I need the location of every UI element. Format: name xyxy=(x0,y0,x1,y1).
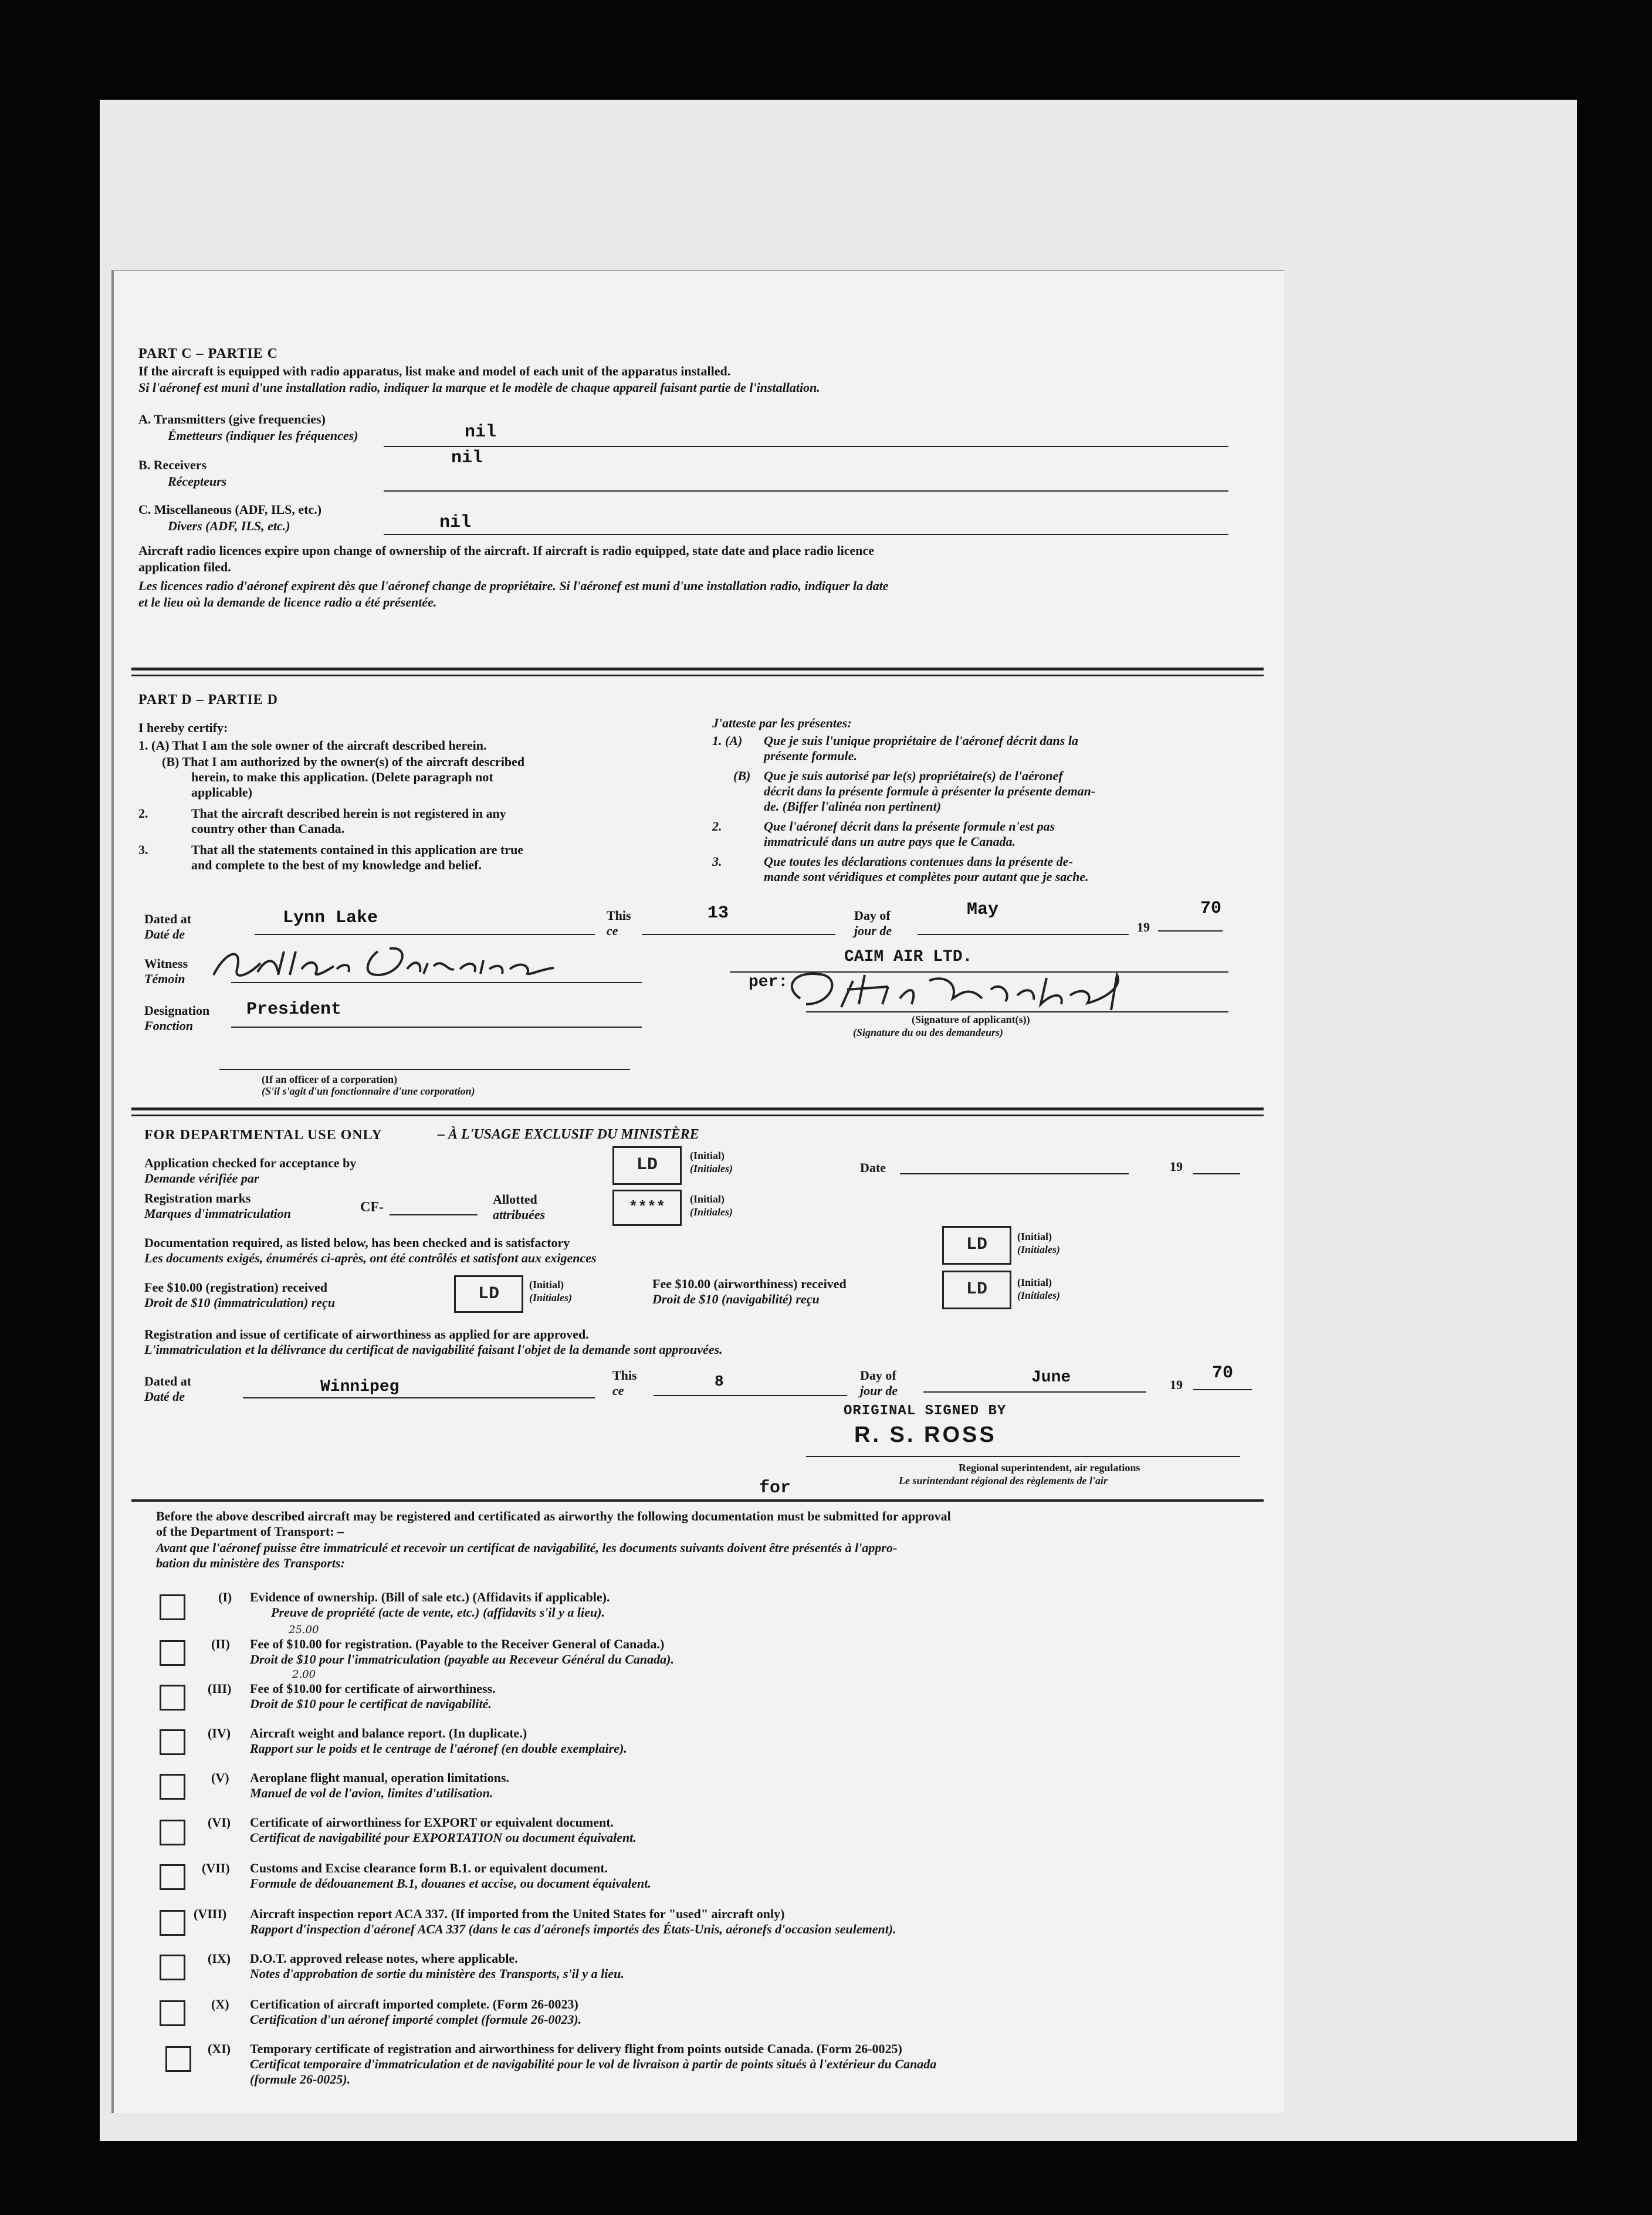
dept-dated-at-line xyxy=(243,1397,595,1398)
dated-at-value: Lynn Lake xyxy=(283,908,378,928)
radio-note-en-2: application filed. xyxy=(138,560,231,574)
cert-en-1b-2: herein, to make this application. (Delete paragraph not xyxy=(191,770,493,784)
item-5-en: Aeroplane flight manual, operation limitations. xyxy=(250,1770,510,1785)
docs-intro-en-1: Before the above described aircraft may be registered and certificated as airworthy the following documentation must be submitted for approval xyxy=(156,1509,951,1523)
this-label: This xyxy=(607,908,631,923)
dept-this-label-fr: ce xyxy=(612,1383,624,1398)
item-num: (VI) xyxy=(208,1815,231,1830)
for-label: for xyxy=(759,1478,791,1498)
item-1-en: Evidence of ownership. (Bill of sale etc.) (Affidavits if applicable). xyxy=(250,1590,610,1604)
dept-day-of-label: Day of xyxy=(860,1368,896,1383)
cert-en-1a: 1. (A) That I am the sole owner of the aircraft described herein. xyxy=(138,738,487,753)
cert-en-3b: and complete to the best of my knowledge and belief. xyxy=(191,858,482,872)
receivers-line xyxy=(384,490,1228,492)
initial-label-fr: (Initiales) xyxy=(690,1163,733,1174)
designation-line xyxy=(231,1027,642,1028)
item-3-fr: Droit de $10 pour le certificat de navigabilité. xyxy=(250,1696,492,1711)
initial-label: (Initial) xyxy=(1017,1276,1052,1288)
dept-month-line xyxy=(923,1391,1146,1393)
item-num: (VII) xyxy=(202,1861,230,1875)
certify-fr: J'atteste par les présentes: xyxy=(712,716,852,730)
item-4-fr: Rapport sur le poids et le centrage de l'aéronef (en double exemplaire). xyxy=(250,1741,627,1756)
radio-note-en-1: Aircraft radio licences expire upon change of ownership of the aircraft. If aircraft is radio equipped, state date and place radio licence xyxy=(138,543,875,558)
item-2-fr: Droit de $10 pour l'immatriculation (payable au Receveur Général du Canada). xyxy=(250,1652,674,1667)
designation-value: President xyxy=(246,1000,342,1020)
misc-label: C. Miscellaneous (ADF, ILS, etc.) xyxy=(138,502,322,517)
item-9-fr: Notes d'approbation de sortie du ministère des Transports, s'il y a lieu. xyxy=(250,1966,624,1981)
this-label-fr: ce xyxy=(607,923,618,938)
item-num: (X) xyxy=(211,1997,229,2011)
transmitters-value: nil xyxy=(465,422,497,442)
initial-label: (Initial) xyxy=(529,1279,564,1291)
fee-air-label-fr: Droit de $10 (navigabilité) reçu xyxy=(652,1292,820,1306)
checkbox-item-2[interactable] xyxy=(160,1640,185,1666)
item-num: (IX) xyxy=(208,1951,231,1966)
witness-label: Witness xyxy=(144,956,188,971)
year-prefix: 19 xyxy=(1137,920,1150,934)
item-6-fr: Certificat de navigabilité pour EXPORTATION ou document équivalent. xyxy=(250,1830,637,1845)
radio-note-fr-2: et le lieu où la demande de licence radio a été présentée. xyxy=(138,595,437,609)
dept-heading-fr: – À L'USAGE EXCLUSIF DU MINISTÈRE xyxy=(438,1127,699,1142)
officer-note-fr: (S'il s'agit d'un fonctionnaire d'une corporation) xyxy=(262,1085,475,1097)
dated-at-label: Dated at xyxy=(144,912,192,926)
initial-label: (Initial) xyxy=(690,1193,725,1205)
witness-signature xyxy=(202,940,659,987)
dept-year-line xyxy=(1193,1389,1252,1390)
item-4-en: Aircraft weight and balance report. (In duplicate.) xyxy=(250,1726,527,1740)
item-11-fr-2: (formule 26-0025). xyxy=(250,2072,351,2087)
transmitters-line xyxy=(384,446,1228,447)
allotted-label: Allotted xyxy=(493,1192,537,1207)
item-8-en: Aircraft inspection report ACA 337. (If imported from the United States for "used" aircraft only) xyxy=(250,1906,785,1921)
checked-initial-box xyxy=(612,1146,682,1185)
documentation-label: Documentation required, as listed below, has been checked and is satisfactory xyxy=(144,1235,570,1250)
separator xyxy=(131,1115,1264,1116)
cert-en-1b-3: applicable) xyxy=(191,785,252,800)
per-label: per: xyxy=(749,973,788,991)
item-11-fr: Certificat temporaire d'immatriculation et de navigabilité pour le vol de livraison à partir de points situés à l'extérieur du Canada xyxy=(250,2057,937,2071)
officer-note: (If an officer of a corporation) xyxy=(262,1073,398,1085)
fee-reg-label-fr: Droit de $10 (immatriculation) reçu xyxy=(144,1295,336,1310)
fee-air-initial-stamp: LD xyxy=(966,1279,987,1299)
checked-initial-stamp: LD xyxy=(636,1155,658,1175)
receivers-value: nil xyxy=(451,448,483,468)
checked-label-fr: Demande vérifiée par xyxy=(144,1171,259,1186)
receivers-label: B. Receivers xyxy=(138,458,207,472)
part-c-intro-en: If the aircraft is equipped with radio apparatus, list make and model of each unit of the apparatus installed. xyxy=(138,364,731,378)
witness-label-fr: Témoin xyxy=(144,971,185,986)
item-8-fr: Rapport d'inspection d'aéronef ACA 337 (dans le cas d'aéronefs importés des États-Unis, aéronefs d'occasion seulement). xyxy=(250,1922,896,1936)
misc-value: nil xyxy=(439,513,472,533)
item-7-en: Customs and Excise clearance form B.1. or equivalent document. xyxy=(250,1861,608,1875)
day-of-label-fr: jour de xyxy=(854,923,892,938)
dept-day-of-label-fr: jour de xyxy=(860,1383,898,1398)
dated-at-label-fr: Daté de xyxy=(144,927,185,941)
item-num: (IV) xyxy=(208,1726,231,1740)
part-d-heading: PART D – PARTIE D xyxy=(138,692,278,707)
item-2-handwritten-fee: 25.00 xyxy=(289,1624,319,1636)
item-10-en: Certification of aircraft imported complete. (Form 26-0023) xyxy=(250,1997,578,2011)
cert-fr-1a-num: 1. (A) xyxy=(712,733,743,748)
reg-marks-label: Registration marks xyxy=(144,1191,251,1205)
item-1-fr: Preuve de propriété (acte de vente, etc.) (affidavits s'il y a lieu). xyxy=(271,1605,605,1620)
item-num: (VIII) xyxy=(194,1906,227,1921)
fee-air-label: Fee $10.00 (airworthiness) received xyxy=(652,1276,847,1291)
separator xyxy=(131,668,1264,670)
cert-en-3-num: 3. xyxy=(138,842,148,857)
initial-label: (Initial) xyxy=(1017,1231,1052,1242)
dept-dated-at-label-fr: Daté de xyxy=(144,1389,185,1404)
item-11-en: Temporary certificate of registration and airworthiness for delivery flight from points outside Canada. (Form 26-0025) xyxy=(250,2041,902,2056)
date-line xyxy=(900,1173,1129,1174)
checkbox-item-11[interactable] xyxy=(165,2046,191,2072)
fee-reg-initial-box xyxy=(454,1275,523,1313)
date-year-prefix: 19 xyxy=(1170,1159,1183,1174)
this-day-line xyxy=(642,934,835,935)
dept-this-day-line xyxy=(654,1395,847,1396)
designation-label-fr: Fonction xyxy=(144,1018,194,1033)
initial-label-fr: (Initiales) xyxy=(1017,1244,1061,1255)
signatory-name: R. S. ROSS xyxy=(854,1423,997,1447)
officer-line xyxy=(219,1069,630,1070)
year-value: 70 xyxy=(1200,899,1222,919)
item-3-en: Fee of $10.00 for certificate of airworthiness. xyxy=(250,1681,496,1696)
initial-label-fr: (Initiales) xyxy=(690,1206,733,1218)
cert-fr-3: Que toutes les déclarations contenues dans la présente de- xyxy=(764,854,1073,869)
signature-label: (Signature of applicant(s)) xyxy=(912,1014,1030,1025)
checkbox-item-3[interactable] xyxy=(160,1685,185,1711)
cert-en-2-num: 2. xyxy=(138,806,148,821)
cert-fr-2-2: immatriculé dans un autre pays que le Canada. xyxy=(764,834,1016,849)
cert-fr-3-num: 3. xyxy=(712,854,722,869)
month-line xyxy=(918,934,1129,935)
date-label: Date xyxy=(860,1160,886,1175)
reg-marks-line xyxy=(390,1214,478,1215)
cert-en-2b: country other than Canada. xyxy=(191,821,345,836)
dept-dated-at-label: Dated at xyxy=(144,1374,192,1388)
signature-line xyxy=(806,1011,1228,1012)
dept-month-value: June xyxy=(1031,1369,1071,1387)
cert-fr-2-num: 2. xyxy=(712,819,722,834)
cert-fr-1b-2: décrit dans la présente formule à présenter la présente deman- xyxy=(764,784,1096,798)
cf-prefix: CF- xyxy=(360,1200,384,1215)
transmitters-label-fr: Émetteurs (indiquer les fréquences) xyxy=(168,428,358,443)
dept-this-day-value: 8 xyxy=(715,1373,724,1390)
checkbox-item-10[interactable] xyxy=(160,2000,185,2026)
certify-en: I hereby certify: xyxy=(138,720,228,735)
fee-reg-label: Fee $10.00 (registration) received xyxy=(144,1280,327,1295)
documentation-label-fr: Les documents exigés, énumérés ci-après, ont été contrôlés et satisfont aux exigences xyxy=(144,1251,597,1265)
cert-fr-1b: Que je suis autorisé par le(s) propriétaire(s) de l'aéronef xyxy=(764,768,1063,783)
superintendent-line xyxy=(806,1456,1240,1457)
fee-reg-initial-stamp: LD xyxy=(478,1284,499,1304)
documentation-initial-stamp: LD xyxy=(966,1235,987,1255)
item-10-fr: Certification d'un aéronef importé complet (formule 26-0023). xyxy=(250,2012,582,2027)
dept-dated-at-value: Winnipeg xyxy=(320,1378,400,1396)
cert-en-2: That the aircraft described herein is not registered in any xyxy=(191,806,506,821)
item-num: (I) xyxy=(218,1590,232,1604)
checkbox-item-4[interactable] xyxy=(160,1729,185,1755)
checkbox-item-7[interactable] xyxy=(160,1864,185,1890)
separator xyxy=(131,1108,1264,1110)
applicant-signature xyxy=(759,963,1223,1016)
dept-this-label: This xyxy=(612,1368,637,1383)
misc-line xyxy=(384,534,1228,535)
approved-label-fr: L'immatriculation et la délivrance du certificat de navigabilité faisant l'objet de la demande sont approuvées. xyxy=(144,1342,723,1357)
initial-label: (Initial) xyxy=(690,1150,725,1161)
checkbox-item-8[interactable] xyxy=(160,1910,185,1936)
approved-label: Registration and issue of certificate of airworthiness as applied for are approved. xyxy=(144,1327,589,1342)
part-c-heading: PART C – PARTIE C xyxy=(138,346,278,361)
item-num: (V) xyxy=(211,1770,229,1785)
docs-intro-fr-2: bation du ministère des Transports: xyxy=(156,1556,345,1570)
cert-en-3: That all the statements contained in this application are true xyxy=(191,842,524,857)
item-num: (XI) xyxy=(208,2041,231,2056)
radio-note-fr-1: Les licences radio d'aéronef expirent dès que l'aéronef change de propriétaire. Si l'aéronef est muni d'une installation radio, indiquer la date xyxy=(138,578,889,593)
date-year-line xyxy=(1193,1173,1240,1174)
month-value: May xyxy=(967,900,999,920)
company-name: CAIM AIR LTD. xyxy=(844,948,973,966)
checkbox-item-9[interactable] xyxy=(160,1955,185,1980)
cert-en-1b: (B) That I am authorized by the owner(s) of the aircraft described xyxy=(162,754,525,769)
checkbox-item-1[interactable] xyxy=(160,1594,185,1620)
docs-intro-en-2: of the Department of Transport: – xyxy=(156,1524,344,1539)
receivers-label-fr: Récepteurs xyxy=(168,474,227,489)
cert-fr-1b-num: (B) xyxy=(733,768,751,783)
checked-label: Application checked for acceptance by xyxy=(144,1156,357,1170)
item-num: (III) xyxy=(208,1681,232,1696)
item-num: (II) xyxy=(211,1637,230,1651)
item-9-en: D.O.T. approved release notes, where applicable. xyxy=(250,1951,518,1966)
reg-marks-label-fr: Marques d'immatriculation xyxy=(144,1206,291,1221)
dept-year-prefix: 19 xyxy=(1170,1377,1183,1392)
initial-label-fr: (Initiales) xyxy=(529,1292,573,1303)
cert-fr-1b-3: de. (Biffer l'alinéa non pertinent) xyxy=(764,799,942,814)
item-5-fr: Manuel de vol de l'avion, limites d'utilisation. xyxy=(250,1786,493,1800)
part-c-intro-fr: Si l'aéronef est muni d'une installation radio, indiquer la marque et le modèle de chaque appareil faisant partie de l'installation. xyxy=(138,380,820,395)
original-signed-by: ORIGINAL SIGNED BY xyxy=(844,1403,1007,1419)
allotted-initial-stamp: **** xyxy=(628,1198,666,1216)
year-line xyxy=(1158,930,1223,932)
dated-at-line xyxy=(255,934,595,935)
initial-label-fr: (Initiales) xyxy=(1017,1289,1061,1301)
checkbox-item-5[interactable] xyxy=(160,1774,185,1800)
separator xyxy=(131,1499,1264,1502)
cert-fr-2: Que l'aéronef décrit dans la présente formule n'est pas xyxy=(764,819,1055,834)
fee-air-initial-box xyxy=(942,1271,1011,1309)
cert-fr-1a-2: présente formule. xyxy=(764,749,857,763)
dept-heading: FOR DEPARTMENTAL USE ONLY xyxy=(144,1127,382,1143)
checkbox-item-6[interactable] xyxy=(160,1820,185,1845)
dept-year-value: 70 xyxy=(1212,1363,1234,1383)
allotted-initial-box xyxy=(612,1190,682,1226)
superintendent-title: Regional superintendent, air regulations xyxy=(959,1462,1140,1474)
item-3-handwritten-fee: 2.00 xyxy=(292,1668,316,1681)
signature-label-fr: (Signature du ou des demandeurs) xyxy=(853,1027,1004,1038)
separator xyxy=(131,675,1264,676)
cert-fr-3-2: mande sont véridiques et complètes pour autant que je sache. xyxy=(764,869,1089,884)
documentation-initial-box xyxy=(942,1226,1011,1265)
witness-line xyxy=(231,982,642,983)
allotted-label-fr: attribuées xyxy=(493,1207,546,1222)
application-form xyxy=(111,270,1284,2113)
misc-label-fr: Divers (ADF, ILS, etc.) xyxy=(168,519,290,533)
this-day-value: 13 xyxy=(707,903,729,923)
docs-intro-fr-1: Avant que l'aéronef puisse être immatriculé et recevoir un certificat de navigabilité, les documents suivants doivent être présentés à l'appro- xyxy=(156,1540,898,1555)
item-2-en: Fee of $10.00 for registration. (Payable to the Receiver General of Canada.) xyxy=(250,1637,665,1651)
cert-fr-1a: Que je suis l'unique propriétaire de l'aéronef décrit dans la xyxy=(764,733,1078,748)
item-6-en: Certificate of airworthiness for EXPORT or equivalent document. xyxy=(250,1815,614,1830)
transmitters-label: A. Transmitters (give frequencies) xyxy=(138,412,326,426)
item-7-fr: Formule de dédouanement B.1, douanes et accise, ou document équivalent. xyxy=(250,1876,651,1891)
day-of-label: Day of xyxy=(854,908,891,923)
superintendent-title-fr: Le surintendant régional des règlements de l'air xyxy=(899,1475,1108,1486)
designation-label: Designation xyxy=(144,1003,210,1018)
